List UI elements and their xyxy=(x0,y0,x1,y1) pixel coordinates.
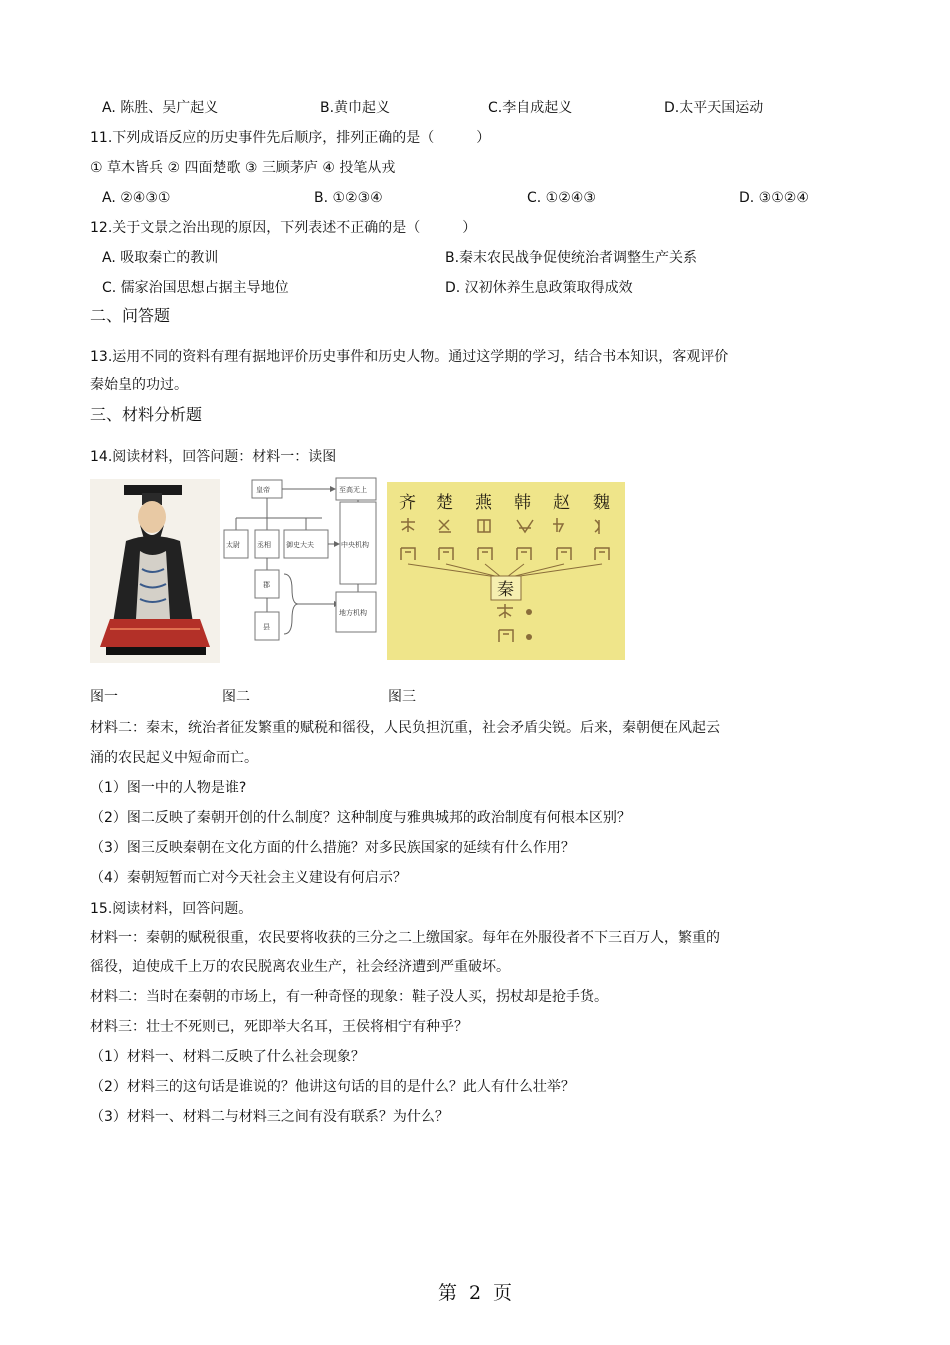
q12-stem: 12.关于文景之治出现的原因，下列表述不正确的是（ ） xyxy=(90,220,477,236)
state-zhao: 赵 xyxy=(553,493,570,513)
figure-1-caption: 图一 xyxy=(90,689,118,705)
q11-idioms: ① 草木皆兵 ② 四面楚歌 ③ 三顾茅庐 ④ 投笔从戎 xyxy=(90,160,396,176)
state-chu: 楚 xyxy=(436,493,453,513)
label-central: 中央机构 xyxy=(341,541,369,549)
section-heading-3: 三、材料分析题 xyxy=(90,405,203,424)
q11-option-c: C. ①②④③ xyxy=(527,190,596,206)
q14-question-4: （4）秦朝短暂而亡对今天社会主义建设有何启示？ xyxy=(90,870,407,886)
q14-material2-line-1: 材料二：秦末，统治者征发繁重的赋税和徭役，人民负担沉重，社会矛盾尖锐。后来，秦朝便在风起云 xyxy=(90,720,720,736)
q11-option-d: D. ③①②④ xyxy=(739,190,809,206)
state-qin: 秦 xyxy=(497,580,514,600)
q10-option-d: D.太平天国运动 xyxy=(664,100,764,116)
label-county: 县 xyxy=(263,623,270,631)
q13-line-1: 13.运用不同的资料有理有据地评价历史事件和历史人物。通过这学期的学习，结合书本知识，客观评价 xyxy=(90,349,729,365)
q14-question-1: （1）图一中的人物是谁? xyxy=(90,780,247,796)
state-han: 韩 xyxy=(514,493,531,513)
q11-stem: 11.下列成语反应的历史事件先后顺序，排列正确的是（ ） xyxy=(90,130,491,146)
page-footer xyxy=(0,1278,950,1305)
figure-2-caption: 图二 xyxy=(222,689,250,705)
section-heading-2: 二、问答题 xyxy=(90,306,171,325)
figure-3-caption: 图三 xyxy=(388,689,416,705)
label-supreme: 至高无上 xyxy=(339,486,367,494)
q13-line-2: 秦始皇的功过。 xyxy=(90,377,188,393)
figure-2-diagram xyxy=(220,474,380,652)
figure-1-portrait xyxy=(90,479,220,663)
q15-question-2: （2）材料三的这句话是谁说的？他讲这句话的目的是什么？此人有什么壮举？ xyxy=(90,1079,575,1095)
q12-option-b: B.秦末农民战争促使统治者调整生产关系 xyxy=(445,250,698,266)
q15-stem: 15.阅读材料，回答问题。 xyxy=(90,901,253,917)
q10-option-b: B.黄巾起义 xyxy=(320,100,391,116)
state-wei: 魏 xyxy=(593,493,610,513)
q12-option-d: D. 汉初休养生息政策取得成效 xyxy=(445,280,633,296)
label-emperor: 皇帝 xyxy=(256,486,270,494)
page-number: 2 xyxy=(468,1282,482,1304)
state-qi: 齐 xyxy=(399,493,416,513)
q14-question-3: （3）图三反映秦朝在文化方面的什么措施？对多民族国家的延续有什么作用？ xyxy=(90,840,575,856)
q15-material1-line-1: 材料一：秦朝的赋税很重，农民要将收获的三分之二上缴国家。每年在外服役者不下三百万人，繁重的 xyxy=(90,930,720,946)
q14-question-2: （2）图二反映了秦朝开创的什么制度？这种制度与雅典城邦的政治制度有何根本区别？ xyxy=(90,810,631,826)
figure-3-scripts xyxy=(387,482,625,660)
q14-stem: 14.阅读材料，回答问题：材料一：读图 xyxy=(90,449,337,465)
q12-option-c: C. 儒家治国思想占据主导地位 xyxy=(102,280,289,296)
q11-option-b: B. ①②③④ xyxy=(314,190,383,206)
label-chengxiang: 丞相 xyxy=(257,541,271,549)
q10-option-a: A. 陈胜、吴广起义 xyxy=(102,100,219,116)
label-yushi: 御史大夫 xyxy=(286,541,314,549)
state-yan: 燕 xyxy=(475,493,492,513)
q15-material2: 材料二：当时在秦朝的市场上，有一种奇怪的现象：鞋子没人买，拐杖却是抢手货。 xyxy=(90,989,608,1005)
q10-option-c: C.李自成起义 xyxy=(488,100,573,116)
q11-option-a: A. ②④③① xyxy=(102,190,171,206)
q15-question-1: （1）材料一、材料二反映了什么社会现象？ xyxy=(90,1049,365,1065)
q15-question-3: （3）材料一、材料二与材料三之间有没有联系？为什么？ xyxy=(90,1109,449,1125)
footer-prefix: 第 xyxy=(437,1282,457,1304)
label-taiwei: 太尉 xyxy=(226,541,240,549)
face xyxy=(138,501,166,533)
q14-material2-line-2: 涌的农民起义中短命而亡。 xyxy=(90,750,258,766)
robe-hem xyxy=(100,619,210,647)
q15-material1-line-2: 徭役，迫使成千上万的农民脱离农业生产，社会经济遭到严重破坏。 xyxy=(90,959,510,975)
label-local: 地方机构 xyxy=(339,609,367,617)
q12-option-a: A. 吸取秦亡的教训 xyxy=(102,250,219,266)
footer-suffix: 页 xyxy=(493,1282,513,1304)
q15-material3: 材料三：壮士不死则已，死即举大名耳，王侯将相宁有种乎？ xyxy=(90,1019,468,1035)
label-commandery: 郡 xyxy=(263,581,270,589)
